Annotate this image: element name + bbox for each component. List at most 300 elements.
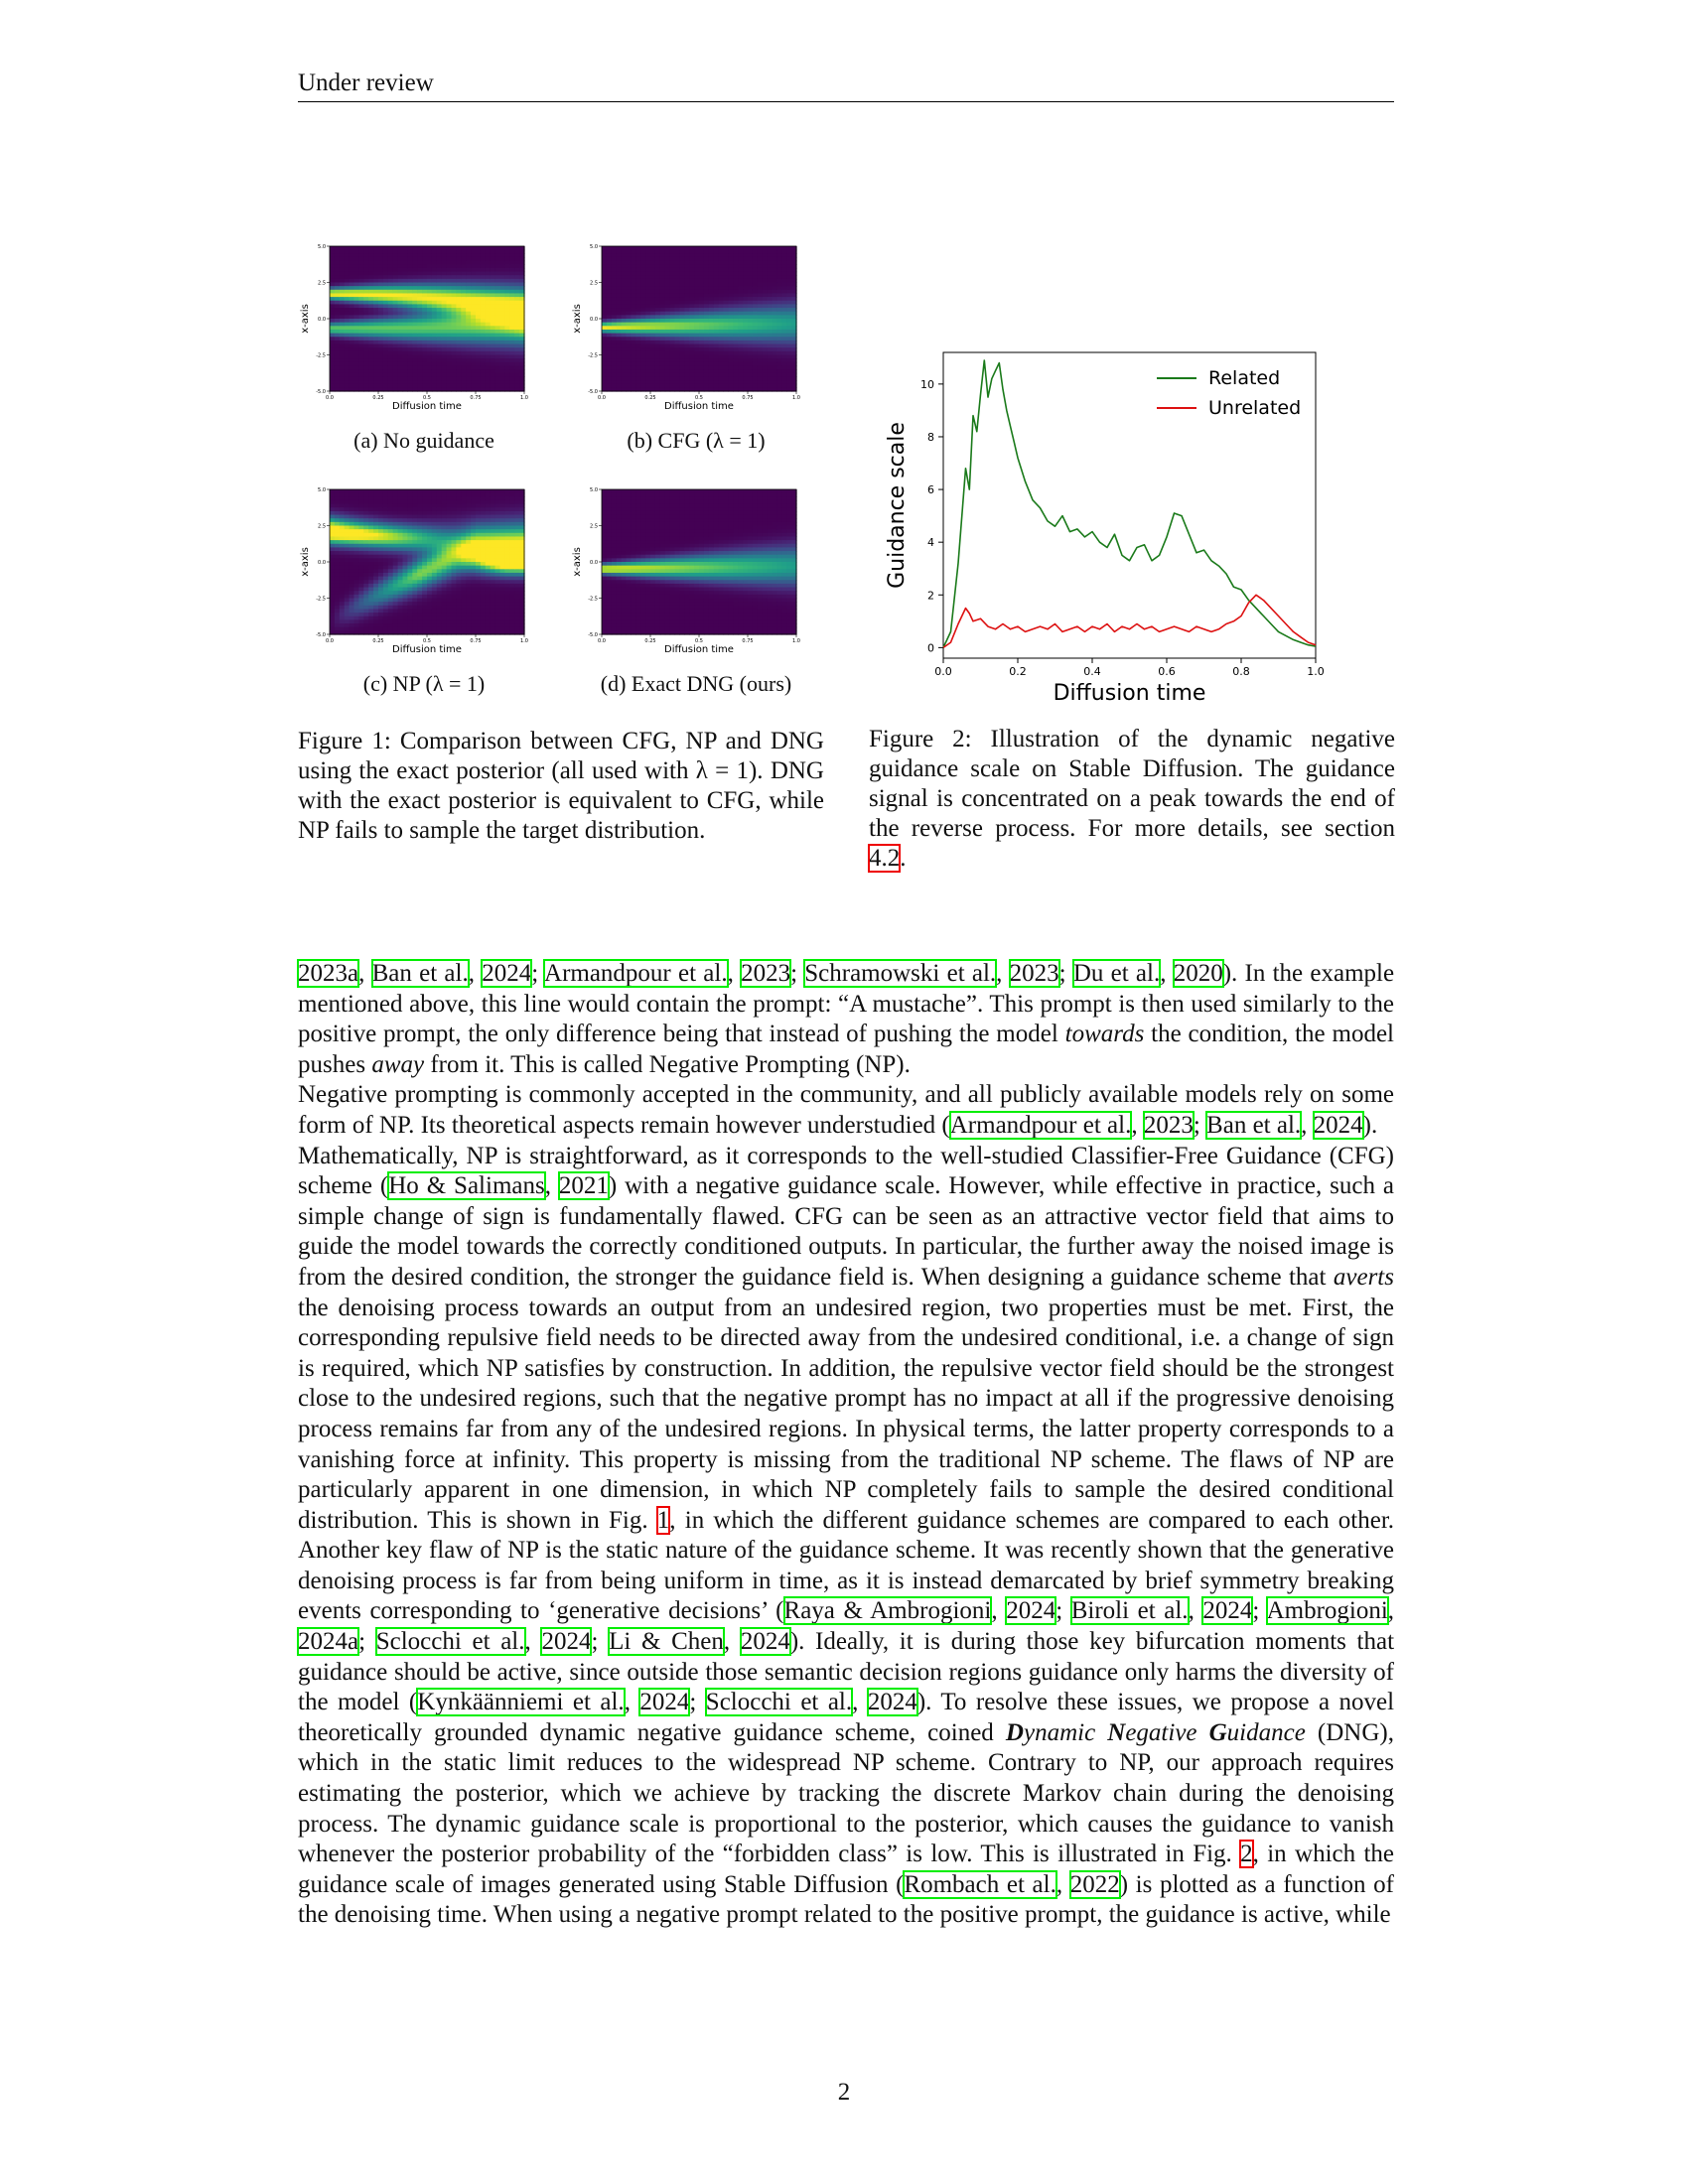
heatmap-cell xyxy=(655,337,661,341)
heatmap-cell xyxy=(738,326,744,330)
heatmap-cell xyxy=(786,380,792,384)
heatmap-cell xyxy=(378,613,384,616)
heatmap-cell xyxy=(378,355,384,359)
heatmap-cell xyxy=(442,297,448,301)
heatmap-cell xyxy=(350,540,355,544)
heatmap-cell xyxy=(378,275,384,279)
heatmap-cell xyxy=(738,337,744,341)
y-tick-label: 0.0 xyxy=(590,317,598,323)
heatmap-cell xyxy=(645,334,651,338)
heatmap-cell xyxy=(432,613,438,616)
heatmap-cell xyxy=(417,616,423,620)
heatmap-cell xyxy=(378,511,384,515)
heatmap-cell xyxy=(495,319,501,323)
heatmap-cell xyxy=(466,279,472,283)
heatmap-cell xyxy=(345,566,351,570)
heatmap-cell xyxy=(422,257,428,261)
heatmap-cell xyxy=(724,347,730,351)
heatmap-cell xyxy=(345,504,351,508)
heatmap-cell xyxy=(340,518,346,522)
heatmap-cell xyxy=(335,315,341,319)
heatmap-cell xyxy=(461,279,467,283)
heatmap-cell xyxy=(398,584,404,588)
heatmap-cell xyxy=(378,547,384,551)
heatmap-cell xyxy=(368,529,374,533)
heatmap-cell xyxy=(491,362,496,366)
heatmap-cell xyxy=(724,268,730,272)
heatmap-cell xyxy=(368,616,374,620)
heatmap-cell xyxy=(645,272,651,276)
heatmap-cell xyxy=(368,591,374,595)
heatmap-cell xyxy=(645,279,651,283)
heatmap-cell xyxy=(452,301,458,305)
heatmap-cell xyxy=(383,489,389,493)
heatmap-cell xyxy=(466,355,472,359)
heatmap-cell xyxy=(500,540,506,544)
heatmap-cell xyxy=(781,355,787,359)
heatmap-cell xyxy=(345,569,351,573)
heatmap-cell xyxy=(383,279,389,283)
heatmap-cell xyxy=(383,312,389,316)
heatmap-cell xyxy=(495,293,501,297)
heatmap-cell xyxy=(699,253,705,257)
heatmap-cell xyxy=(442,355,448,359)
heatmap-cell xyxy=(612,369,618,373)
heatmap-cell xyxy=(645,365,651,369)
heatmap-cell xyxy=(655,272,661,276)
heatmap-cell xyxy=(417,351,423,355)
heatmap-cell xyxy=(602,380,608,384)
heatmap-cell xyxy=(368,522,374,526)
heatmap-cell xyxy=(368,290,374,294)
heatmap-cell xyxy=(655,279,661,283)
heatmap-cell xyxy=(412,257,418,261)
heatmap-cell xyxy=(631,283,636,287)
heatmap-cell xyxy=(354,355,360,359)
heatmap-cell xyxy=(481,536,487,540)
heatmap-cell xyxy=(602,522,608,526)
heatmap-cell xyxy=(689,261,695,265)
heatmap-cell xyxy=(476,380,482,384)
heatmap-cell xyxy=(471,493,477,497)
heatmap-cell xyxy=(398,344,404,348)
heatmap-cell xyxy=(373,344,379,348)
heatmap-cell xyxy=(670,293,676,297)
heatmap-cell xyxy=(412,547,418,551)
heatmap-cell xyxy=(383,616,389,620)
heatmap-cell xyxy=(383,606,389,610)
heatmap-cell xyxy=(675,304,681,308)
heatmap-cell xyxy=(335,496,341,500)
heatmap-cell xyxy=(442,518,448,522)
heatmap-cell xyxy=(456,362,462,366)
heatmap-cell xyxy=(660,308,666,312)
heatmap-cell xyxy=(724,351,730,355)
heatmap-cell xyxy=(495,290,501,294)
heatmap-cell xyxy=(363,264,369,268)
heatmap-cell xyxy=(368,312,374,316)
heatmap-cell xyxy=(500,573,506,577)
heatmap-cell xyxy=(514,595,520,599)
heatmap-cell xyxy=(345,290,351,294)
heatmap-cell xyxy=(684,362,690,366)
heatmap-cell xyxy=(471,373,477,377)
heatmap-cell xyxy=(373,493,379,497)
heatmap-cell xyxy=(612,315,618,319)
heatmap-cell xyxy=(486,493,492,497)
heatmap-cell xyxy=(403,337,409,341)
heatmap-cell xyxy=(509,304,515,308)
heatmap-cell xyxy=(398,293,404,297)
heatmap-cell xyxy=(452,580,458,584)
heatmap-cell xyxy=(452,250,458,254)
heatmap-cell xyxy=(393,602,399,606)
heatmap-cell xyxy=(340,376,346,380)
heatmap-cell xyxy=(514,536,520,540)
heatmap-cell xyxy=(373,358,379,362)
heatmap-cell xyxy=(398,319,404,323)
heatmap-cell xyxy=(358,253,364,257)
heatmap-cell xyxy=(491,315,496,319)
heatmap-cell xyxy=(728,279,734,283)
heatmap-cell xyxy=(354,264,360,268)
heatmap-cell xyxy=(607,264,613,268)
y-tick-label: 0.0 xyxy=(318,560,326,566)
heatmap-cell xyxy=(447,384,453,388)
heatmap-cell xyxy=(617,319,623,323)
heatmap-cell xyxy=(612,500,618,504)
heatmap-cell xyxy=(500,507,506,511)
heatmap-cell xyxy=(383,272,389,276)
heatmap-cell xyxy=(670,257,676,261)
heatmap-cell xyxy=(437,584,443,588)
heatmap-cell xyxy=(665,380,671,384)
heatmap-cell xyxy=(412,580,418,584)
heatmap-cell xyxy=(456,500,462,504)
heatmap-cell xyxy=(645,344,651,348)
heatmap-cell xyxy=(393,380,399,384)
heatmap-cell xyxy=(758,275,764,279)
heatmap-cell xyxy=(495,529,501,533)
heatmap-cell xyxy=(422,569,428,573)
heatmap-cell xyxy=(743,362,749,366)
heatmap-cell xyxy=(452,297,458,301)
heatmap-cell xyxy=(412,330,418,334)
heatmap-cell xyxy=(504,380,510,384)
heatmap-cell xyxy=(509,376,515,380)
heatmap-cell xyxy=(612,577,618,581)
heatmap-cell xyxy=(350,580,355,584)
heatmap-cell xyxy=(403,511,409,515)
heatmap-cell xyxy=(622,279,628,283)
heatmap-cell xyxy=(412,544,418,548)
heatmap-cell xyxy=(758,283,764,287)
heatmap-cell xyxy=(748,293,754,297)
heatmap-cell xyxy=(645,351,651,355)
heatmap-cell xyxy=(500,526,506,530)
heatmap-cell xyxy=(719,275,725,279)
heatmap-cell xyxy=(602,330,608,334)
heatmap-cell xyxy=(378,569,384,573)
heatmap-cell xyxy=(407,511,413,515)
heatmap-cell xyxy=(689,347,695,351)
heatmap-cell xyxy=(363,334,369,338)
heatmap-cell xyxy=(481,351,487,355)
heatmap-cell xyxy=(500,544,506,548)
heatmap-cell xyxy=(466,529,472,533)
heatmap-cell xyxy=(427,293,433,297)
heatmap-cell xyxy=(607,334,613,338)
heatmap-cell xyxy=(407,544,413,548)
heatmap-cell xyxy=(447,290,453,294)
heatmap-cell xyxy=(442,253,448,257)
heatmap-cell xyxy=(670,347,676,351)
heatmap-cell xyxy=(378,619,384,623)
heatmap-cell xyxy=(432,562,438,566)
heatmap-cell xyxy=(407,365,413,369)
heatmap-cell xyxy=(607,507,613,511)
heatmap-cell xyxy=(447,623,453,627)
heatmap-cell xyxy=(635,326,641,330)
heatmap-cell xyxy=(398,297,404,301)
heatmap-cell xyxy=(422,609,428,613)
heatmap-cell xyxy=(437,275,443,279)
heatmap-cell xyxy=(417,507,423,511)
heatmap-cell xyxy=(509,286,515,290)
heatmap-cell xyxy=(350,312,355,316)
heatmap-cell xyxy=(363,616,369,620)
heatmap-cell xyxy=(368,323,374,327)
heatmap-cell xyxy=(500,606,506,610)
heatmap-cell xyxy=(350,376,355,380)
heatmap-cell xyxy=(442,627,448,631)
heatmap-cell xyxy=(330,515,336,519)
heatmap-cell xyxy=(763,376,769,380)
heatmap-cell xyxy=(491,380,496,384)
heatmap-cell xyxy=(340,540,346,544)
heatmap-cell xyxy=(456,373,462,377)
heatmap-cell xyxy=(330,253,336,257)
heatmap-cell xyxy=(456,566,462,570)
heatmap-cell xyxy=(383,283,389,287)
y-tick-label: -2.5 xyxy=(316,352,326,359)
heatmap-cell xyxy=(452,330,458,334)
heatmap-cell xyxy=(350,489,355,493)
heatmap-cell xyxy=(407,308,413,312)
heatmap-cell xyxy=(500,376,506,380)
heatmap-cell xyxy=(393,312,399,316)
heatmap-cell xyxy=(461,253,467,257)
heatmap-cell xyxy=(689,351,695,355)
heatmap-cell xyxy=(461,619,467,623)
heatmap-cell xyxy=(738,264,744,268)
heatmap-cell xyxy=(456,261,462,265)
heatmap-cell xyxy=(607,496,613,500)
heatmap-cell xyxy=(602,365,608,369)
heatmap-cell xyxy=(481,547,487,551)
heatmap-cell xyxy=(738,344,744,348)
heatmap-cell xyxy=(350,606,355,610)
heatmap-cell xyxy=(335,518,341,522)
heatmap-cell xyxy=(363,344,369,348)
heatmap-cell xyxy=(602,272,608,276)
heatmap-cell xyxy=(602,562,608,566)
heatmap-cell xyxy=(763,384,769,388)
heatmap-cell xyxy=(773,250,778,254)
heatmap-cell xyxy=(748,351,754,355)
heatmap-cell xyxy=(466,627,472,631)
heatmap-cell xyxy=(776,323,782,327)
heatmap-cell xyxy=(340,489,346,493)
heatmap-cell xyxy=(393,330,399,334)
heatmap-cell xyxy=(452,351,458,355)
heatmap-cell xyxy=(466,365,472,369)
heatmap-cell xyxy=(640,257,646,261)
heatmap-cell xyxy=(456,286,462,290)
heatmap-cell xyxy=(622,275,628,279)
heatmap-cell xyxy=(486,562,492,566)
heatmap-cell xyxy=(495,573,501,577)
heatmap-cell xyxy=(758,351,764,355)
heatmap-cell xyxy=(476,584,482,588)
heatmap-cell xyxy=(398,330,404,334)
heatmap-cell xyxy=(345,250,351,254)
heatmap-cell xyxy=(340,577,346,581)
heatmap-cell xyxy=(368,595,374,599)
heatmap-cell xyxy=(358,301,364,305)
heatmap-cell xyxy=(456,555,462,559)
heatmap-cell xyxy=(383,268,389,272)
heatmap-cell xyxy=(335,515,341,519)
heatmap-cell xyxy=(350,599,355,603)
heatmap-cell xyxy=(373,573,379,577)
heatmap-cell xyxy=(345,507,351,511)
heatmap-cell xyxy=(466,616,472,620)
heatmap-cell xyxy=(500,522,506,526)
heatmap-cell xyxy=(350,623,355,627)
heatmap-cell xyxy=(476,323,482,327)
heatmap-cell xyxy=(748,323,754,327)
heatmap-cell xyxy=(407,293,413,297)
heatmap-cell xyxy=(758,315,764,319)
heatmap-cell xyxy=(358,268,364,272)
heatmap-cell xyxy=(368,533,374,537)
heatmap-cell xyxy=(602,355,608,359)
heatmap-cell xyxy=(500,619,506,623)
heatmap-cell xyxy=(500,272,506,276)
heatmap-cell xyxy=(437,362,443,366)
heatmap-cell xyxy=(417,323,423,327)
heatmap-cell xyxy=(509,347,515,351)
heatmap-cell xyxy=(724,301,730,305)
heatmap-cell xyxy=(640,323,646,327)
heatmap-cell xyxy=(432,515,438,519)
heatmap-cell xyxy=(447,566,453,570)
heatmap-cell xyxy=(398,526,404,530)
heatmap-cell xyxy=(358,279,364,283)
heatmap-cell xyxy=(748,301,754,305)
heatmap-cell xyxy=(427,522,433,526)
heatmap-cell xyxy=(773,246,778,250)
heatmap-cell xyxy=(786,355,792,359)
heatmap-cell xyxy=(471,507,477,511)
heatmap-cell xyxy=(345,330,351,334)
heatmap-cell xyxy=(354,362,360,366)
heatmap-cell xyxy=(743,344,749,348)
heatmap-cell xyxy=(714,347,720,351)
heatmap-cell xyxy=(476,326,482,330)
heatmap-cell xyxy=(403,326,409,330)
heatmap-cell xyxy=(456,319,462,323)
heatmap-cell xyxy=(403,577,409,581)
heatmap-cell xyxy=(452,507,458,511)
heatmap-cell xyxy=(466,489,472,493)
heatmap-cell xyxy=(398,341,404,344)
heatmap-cell xyxy=(763,362,769,366)
heatmap-cell xyxy=(354,272,360,276)
heatmap-cell xyxy=(763,308,769,312)
heatmap-cell xyxy=(602,536,608,540)
heatmap-cell xyxy=(447,365,453,369)
heatmap-cell xyxy=(768,326,774,330)
heatmap-cell xyxy=(363,602,369,606)
heatmap-cell xyxy=(471,286,477,290)
heatmap-cell xyxy=(776,312,782,316)
heatmap-cell xyxy=(514,275,520,279)
heatmap-cell xyxy=(481,496,487,500)
heatmap-cell xyxy=(655,380,661,384)
heatmap-cell xyxy=(422,489,428,493)
heatmap-cell xyxy=(407,268,413,272)
heatmap-cell xyxy=(714,384,720,388)
heatmap-cell xyxy=(368,627,374,631)
heatmap-cell xyxy=(373,373,379,377)
heatmap-cell xyxy=(675,365,681,369)
heatmap-cell xyxy=(403,619,409,623)
heatmap-cell xyxy=(495,606,501,610)
heatmap-cell xyxy=(471,500,477,504)
heatmap-cell xyxy=(393,529,399,533)
heatmap-cell xyxy=(452,337,458,341)
heatmap-cell xyxy=(403,627,409,631)
heatmap-cell xyxy=(719,355,725,359)
heatmap-cell xyxy=(350,573,355,577)
heatmap-cell xyxy=(358,515,364,519)
heatmap-cell xyxy=(466,337,472,341)
heatmap-cell xyxy=(471,257,477,261)
heatmap-cell xyxy=(728,290,734,294)
heatmap-cell xyxy=(417,376,423,380)
heatmap-cell xyxy=(607,304,613,308)
heatmap-cell xyxy=(758,355,764,359)
heatmap-cell xyxy=(660,293,666,297)
heatmap-cell xyxy=(714,358,720,362)
heatmap-cell xyxy=(447,562,453,566)
heatmap-cell xyxy=(650,334,656,338)
heatmap-cell xyxy=(471,253,477,257)
heatmap-cell xyxy=(358,286,364,290)
heatmap-cell xyxy=(330,529,336,533)
heatmap-cell xyxy=(427,301,433,305)
heatmap-cell xyxy=(655,362,661,366)
heatmap-cell xyxy=(368,272,374,276)
heatmap-cell xyxy=(768,362,774,366)
heatmap-cell xyxy=(447,373,453,377)
heatmap-cell xyxy=(776,290,782,294)
heatmap-cell xyxy=(373,308,379,312)
heatmap-cell xyxy=(354,308,360,312)
heatmap-cell xyxy=(340,297,346,301)
